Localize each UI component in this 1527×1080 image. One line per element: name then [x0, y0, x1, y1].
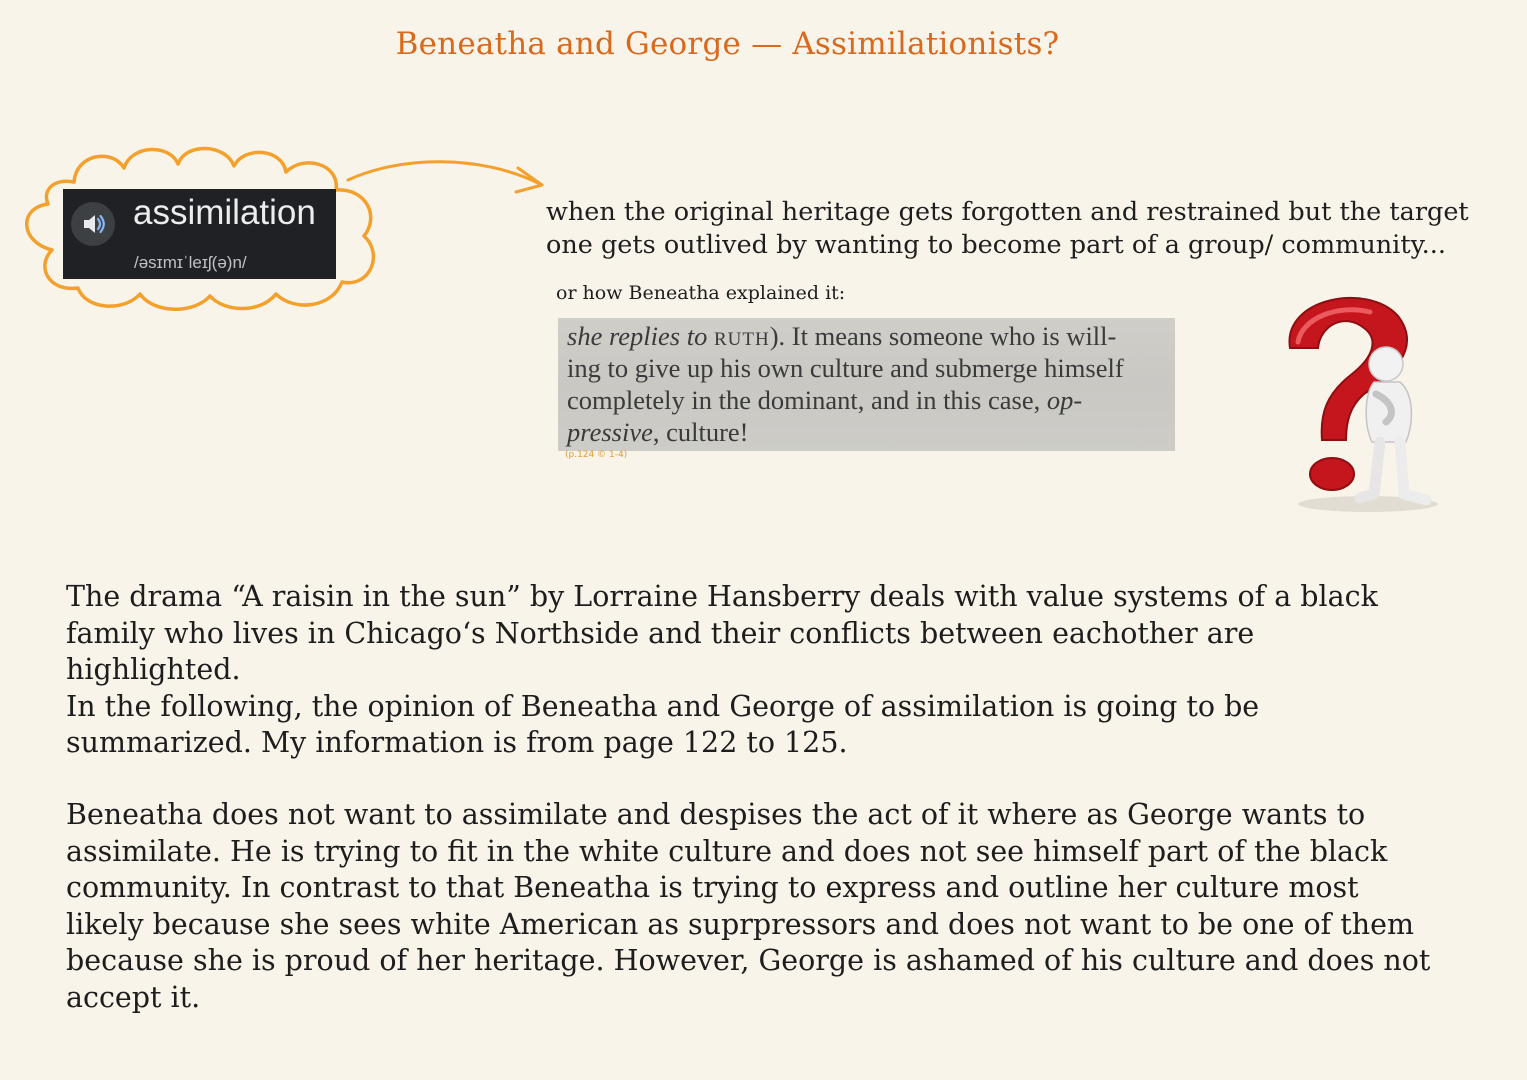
definition-line: when the original heritage gets forgotten and restrained but the target — [546, 197, 1469, 227]
paragraph-line: community. In contrast to that Beneatha is trying to express and outline her culture most — [66, 871, 1359, 904]
paragraph-line: In the following, the opinion of Beneatha and George of assimilation is going to be — [66, 689, 1260, 723]
page-title: Beneatha and George — Assimilationists? — [395, 26, 1060, 62]
question-mark-figure — [1268, 290, 1448, 520]
paragraph-line: highlighted. — [66, 653, 241, 686]
definition-text — [546, 196, 1516, 262]
dictionary-card — [63, 189, 336, 279]
book-quote-scan — [558, 318, 1175, 451]
comparison-paragraph — [66, 797, 1486, 1016]
speaker-button[interactable] — [71, 202, 115, 246]
speaker-icon — [71, 202, 115, 246]
quote-line: she replies to RUTH). It means someone who is will- — [567, 321, 1117, 351]
quote-line: pressive, culture! — [567, 417, 749, 447]
arrow-right-icon — [340, 150, 555, 210]
paragraph-line: accept it. — [66, 980, 201, 1014]
quote-line: ing to give up his own culture and submerge himself — [567, 353, 1124, 383]
paragraph-line: summarized. My information is from page 122 to 125. — [66, 726, 848, 759]
paragraph-line: assimilate. He is trying to fit in the white culture and does not see himself part of the black — [66, 834, 1388, 868]
intro-paragraph — [66, 579, 1486, 762]
quote-line: completely in the dominant, and in this case, op- — [567, 385, 1083, 415]
paragraph-line: family who lives in Chicago‘s Northside and their conflicts between eachother are — [66, 616, 1255, 650]
page-reference: (p.124 © 1-4) — [565, 450, 628, 460]
quote-intro: or how Beneatha explained it: — [556, 282, 846, 304]
paragraph-line: because she is proud of her heritage. However, George is ashamed of his culture and does not — [66, 944, 1431, 977]
dictionary-phonetic: /əsɪmɪˈleɪʃ(ə)n/ — [134, 253, 247, 272]
definition-line: one gets outlived by wanting to become part of a group/ community... — [546, 230, 1446, 260]
dictionary-word: assimilation — [133, 193, 316, 232]
paragraph-line: likely because she sees white American as suprpressors and does not want to be one of them — [66, 907, 1414, 941]
paragraph-line: Beneatha does not want to assimilate and despises the act of it where as George wants to — [66, 798, 1366, 831]
paragraph-line: The drama “A raisin in the sun” by Lorraine Hansberry deals with value systems of a black — [66, 580, 1378, 613]
